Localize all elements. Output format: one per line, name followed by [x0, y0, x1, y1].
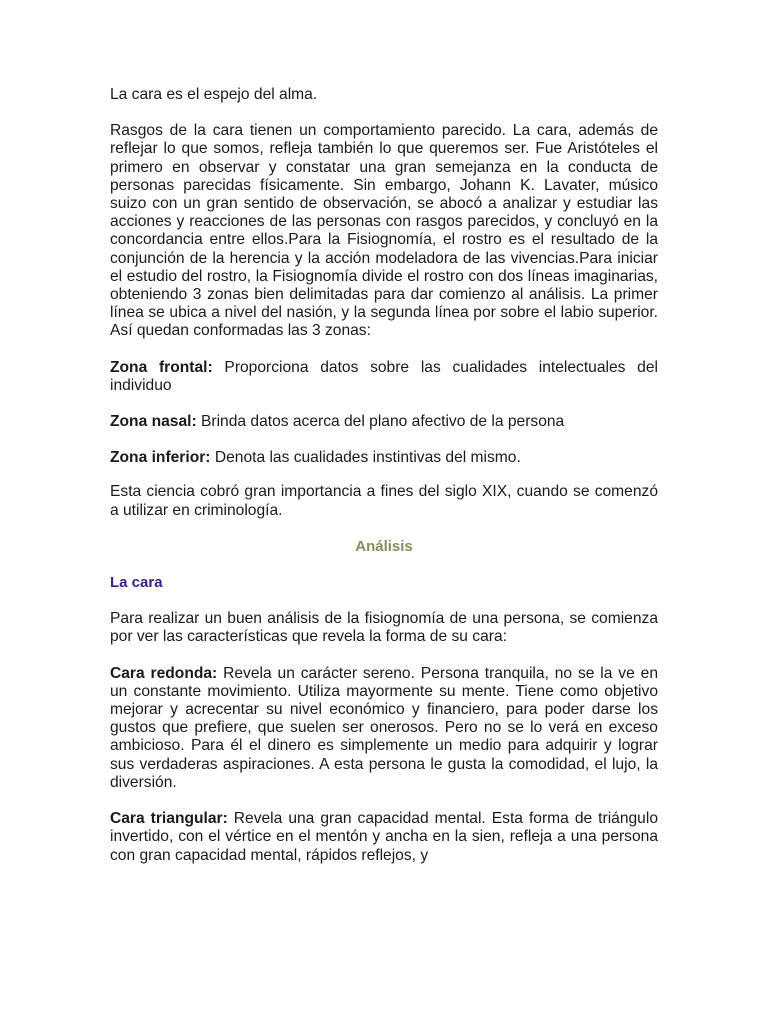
section-heading-analisis: Análisis	[355, 537, 413, 555]
cara-triangular-paragraph	[110, 810, 658, 865]
cara-redonda-label: Cara redonda:	[110, 664, 218, 682]
zona-nasal-label: Zona nasal:	[110, 413, 197, 431]
zona-nasal-text: Brinda datos acerca del plano afectivo de la persona	[196, 413, 565, 431]
zona-inferior-label: Zona inferior:	[110, 449, 211, 467]
document-body	[110, 86, 658, 865]
zona-frontal-label: Zona frontal:	[110, 358, 213, 376]
subsection-heading-la-cara: La cara	[110, 574, 163, 592]
zona-nasal-paragraph	[110, 413, 658, 431]
cara-redonda-text: Revela un carácter sereno. Persona tranquila, no se la ve en un constante movimiento. Utiliza mayormente su mente. Tiene como objetivo mejorar y acrecentar su nivel económico y financiero, para poder darse los gustos que prefiere, que suelen ser onerosos. Pero no se lo verá en exceso ambicioso. Para él el dinero es simplemente un medio para adquirir y lograr sus verdaderas aspiraciones. A esta persona le gusta la comodidad, el lujo, la diversión.	[110, 664, 658, 791]
zona-inferior-text: Denota las cualidades instintivas del mismo.	[210, 449, 521, 467]
body-paragraph-rasgos: Rasgos de la cara tienen un comportamiento parecido. La cara, además de reflejar lo que somos, refleja también lo que queremos ser. Fue Aristóteles el primero en observar y constatar una gran semejanza en la conducta de personas parecidas físicamente. Sin embargo, Johann K. Lavater, músico suizo con un gran sentido de observación, se abocó a analizar y estudiar las acciones y reacciones de las personas con rasgos parecidos, y concluyó en la concordancia entre ellos.Para la Fisiognomía, el rostro es el resultado de la conjunción de la herencia y la acción modeladora de las vivencias.Para iniciar el estudio del rostro, la Fisiognomía divide el rostro con dos líneas imaginarias, obteniendo 3 zonas bien delimitadas para dar comienzo al análisis. La primer línea se ubica a nivel del nasión, y la segunda línea por sobre el labio superior. Así quedan conformadas las 3 zonas:	[110, 122, 658, 340]
intro-paragraph: La cara es el espejo del alma.	[110, 86, 318, 103]
body-paragraph-ciencia: Esta ciencia cobró gran importancia a fines del siglo XIX, cuando se comenzó a utilizar en criminología.	[110, 483, 658, 519]
body-paragraph-realizar: Para realizar un buen análisis de la fisiognomía de una persona, se comienza por ver las características que revela la forma de su cara:	[110, 610, 658, 646]
zona-frontal-paragraph	[110, 359, 658, 395]
cara-triangular-label: Cara triangular:	[110, 810, 228, 828]
cara-triangular-text: Revela una gran capacidad mental. Esta forma de triángulo invertido, con el vértice en el mentón y ancha en la sien, refleja a una persona con gran capacidad mental, rápidos reflejos, y	[110, 810, 658, 864]
zona-inferior-paragraph	[110, 449, 658, 467]
cara-redonda-paragraph	[110, 665, 658, 792]
zona-frontal-text: Proporciona datos sobre las cualidades intelectuales del individuo	[110, 358, 658, 394]
